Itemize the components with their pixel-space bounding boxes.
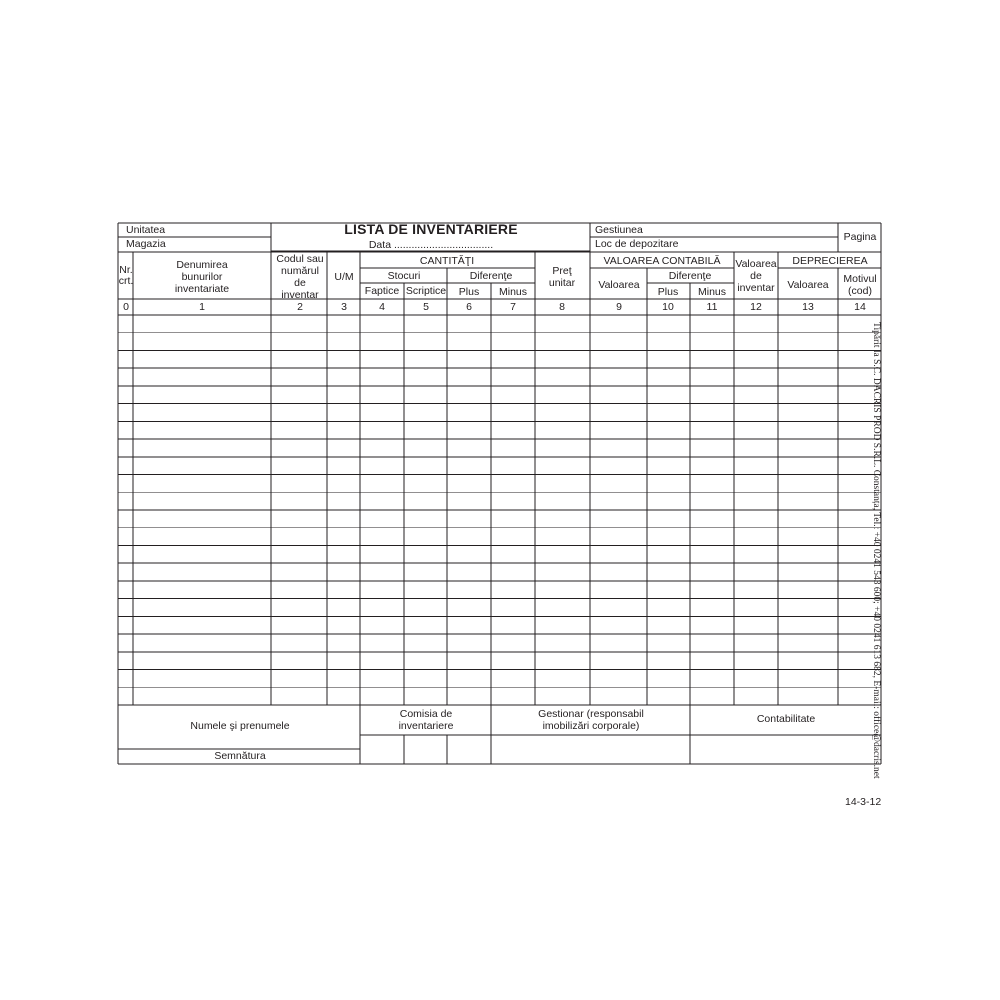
col-valoarea: Valoarea [598,279,640,291]
col-minus-qty: Minus [498,286,528,298]
col-diferente-value: Diferenţe [668,270,712,282]
footer-accounting: Contabilitate [756,713,816,725]
warehouse-label: Magazia [126,238,166,250]
date-line: Data .................................. [368,239,494,251]
col-codul-line3: de [294,277,306,289]
col-pret-line2: unitar [548,277,576,289]
footer-signature: Semnătura [214,750,266,762]
unit-label: Unitatea [126,224,166,236]
management-label: Gestiunea [595,224,643,236]
col-codul-line2: numărul [281,265,319,277]
footer-manager-line2: imobilizări corporale) [542,720,640,732]
col-minus-value: Minus [697,286,727,298]
printer-info: Tipărit la S.C. DACRIS PROD S.R.L. Constanța, Tel.: +40 0241 543 600; +40 0241 613 682, E-mail: office@dacris.net [871,322,881,779]
form-code: 14-3-12 [845,796,882,808]
col-codul-line1: Codul sau [276,253,324,265]
col-diferente-qty: Diferenţe [469,270,513,282]
col-nr-line2: crt. [118,275,134,287]
col-motivul-line1: Motivul [843,273,877,285]
col-number-6: 6 [466,301,472,313]
col-denumirea-line3: inventariate [174,283,230,295]
col-number-0: 0 [123,301,129,313]
footer-name-label: Numele şi prenumele [190,720,290,732]
col-number-4: 4 [379,301,385,313]
form-title: LISTA DE INVENTARIERE [344,221,518,237]
footer-manager-line1: Gestionar (responsabil [538,708,644,720]
col-stocuri: Stocuri [387,270,421,282]
col-pret-line1: Preţ [552,265,572,277]
footer-commission-line2: inventariere [398,720,454,732]
col-motivul-line2: (cod) [848,285,872,297]
col-valoarea-inventar-line2: de [750,270,762,282]
storage-location-label: Loc de depozitare [595,238,679,250]
col-valoarea-inventar-line1: Valoarea [735,258,777,270]
col-plus-value: Plus [657,286,679,298]
col-number-2: 2 [297,301,303,313]
col-valoarea-depreciere: Valoarea [787,279,829,291]
col-nr-line1: Nr. [119,264,133,276]
col-deprecierea: DEPRECIEREA [792,255,868,267]
col-faptice: Faptice [364,285,400,297]
col-denumirea-line2: bunurilor [181,271,223,283]
col-number-9: 9 [616,301,622,313]
col-plus-qty: Plus [458,286,480,298]
col-number-14: 14 [854,301,866,313]
col-codul-line4: inventar [281,289,319,301]
col-number-13: 13 [802,301,814,313]
col-number-8: 8 [559,301,565,313]
col-number-5: 5 [423,301,429,313]
col-number-1: 1 [199,301,205,313]
col-number-3: 3 [341,301,347,313]
col-cantitati: CANTITĂŢI [419,255,475,267]
col-valoarea-contabila: VALOAREA CONTABILĂ [603,255,721,267]
footer-commission-line1: Comisia de [399,708,453,720]
col-number-10: 10 [662,301,674,313]
col-um: U/M [334,271,354,283]
page-label: Pagina [843,231,877,243]
col-number-11: 11 [706,301,718,313]
col-valoarea-inventar-line3: inventar [737,282,775,294]
col-number-7: 7 [510,301,516,313]
col-denumirea-line1: Denumirea [176,259,228,271]
col-scriptice: Scriptice [405,285,447,297]
col-number-12: 12 [750,301,762,313]
